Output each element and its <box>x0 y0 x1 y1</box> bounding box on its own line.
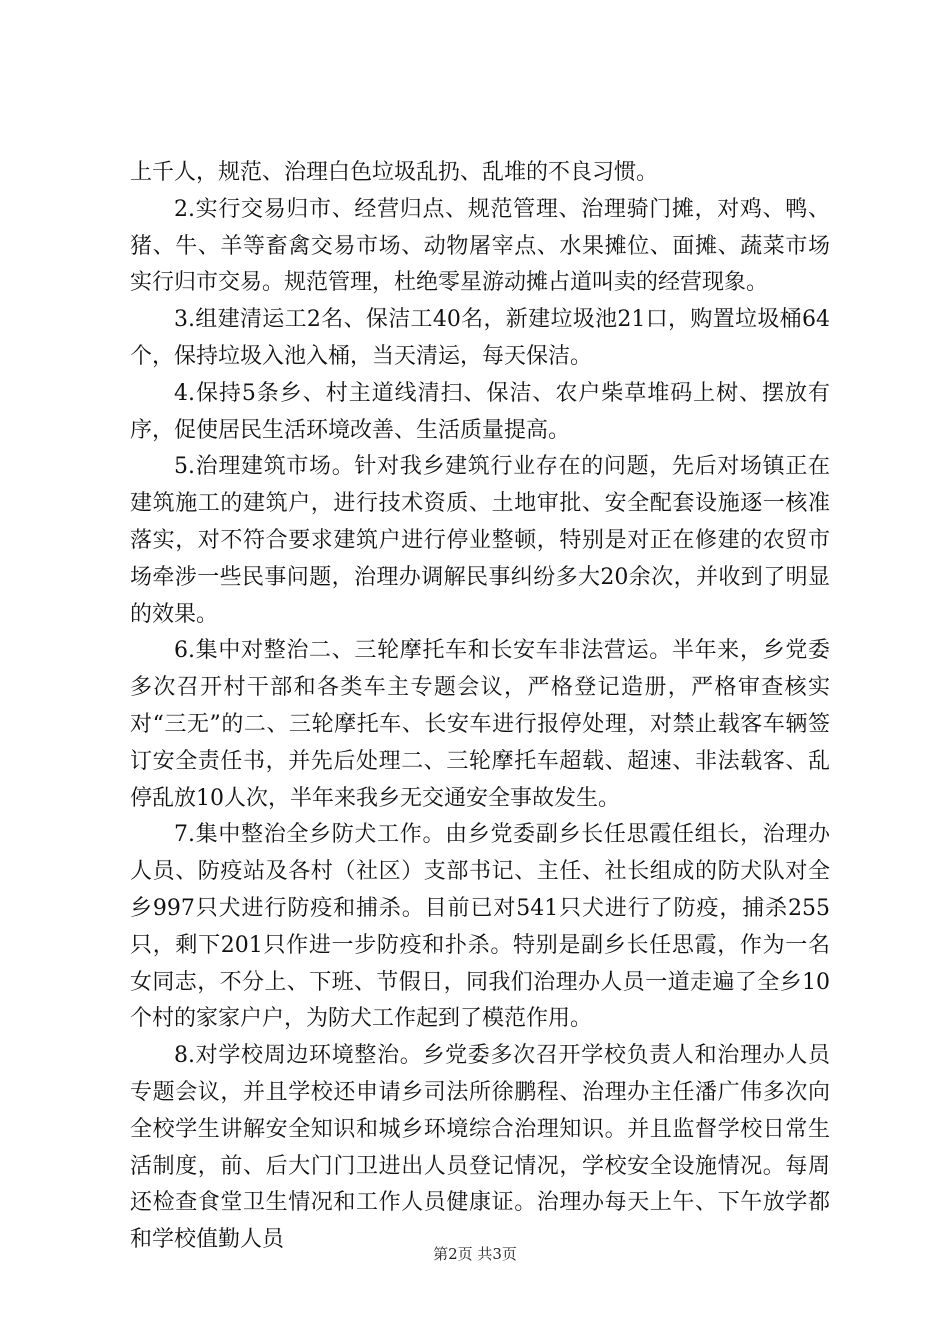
page-number-label: 第2页 共3页 <box>433 1245 517 1263</box>
paragraph-continuation: 上千人，规范、治理白色垃圾乱扔、乱堆的不良习惯。 <box>130 160 659 185</box>
paragraph-item-6: 6.集中对整治二、三轮摩托车和长安车非法营运。半年来，乡党委多次召开村干部和各类车主专题会议，严格登记造册，严格审查核实对“三无”的二、三轮摩托车、长安车进行报停处理，对禁止载客车辆签订安全责任书，并先后处理二、三轮摩托车超载、超速、非法载客、乱停乱放10人次，半年来我乡无交通安全事故发生。 <box>130 638 830 811</box>
paragraph-item-7: 7.集中整治全乡防犬工作。由乡党委副乡长任思霞任组长，治理办人员、防疫站及各村（社区）支部书记、主任、社长组成的防犬队对全乡997只犬进行防疫和捕杀。目前已对541只犬进行了防疫，捕杀255只，剩下201只作进一步防疫和扑杀。特别是副乡长任思霞，作为一名女同志，不分上、下班、节假日，同我们治理办人员一道走遍了全乡10个村的家家户户，为防犬工作起到了模范作用。 <box>130 822 830 1032</box>
document-body <box>130 155 830 1259</box>
paragraph-item-2: 2.实行交易归市、经营归点、规范管理、治理骑门摊，对鸡、鸭、猪、牛、羊等畜禽交易市场、动物屠宰点、水果摊位、面摊、蔬菜市场实行归市交易。规范管理，杜绝零星游动摊占道叫卖的经营现象。 <box>130 196 830 296</box>
paragraph-item-4: 4.保持5条乡、村主道线清扫、保洁、农户柴草堆码上树、摆放有序，促使居民生活环境改善、生活质量提高。 <box>130 380 830 443</box>
paragraph-item-8: 8.对学校周边环境整治。乡党委多次召开学校负责人和治理办人员专题会议，并且学校还申请乡司法所徐鹏程、治理办主任潘广伟多次向全校学生讲解安全知识和城乡环境综合治理知识。并且监督学校日常生活制度，前、后大门门卫进出人员登记情况，学校安全设施情况。每周还检查食堂卫生情况和工作人员健康证。治理办每天上午、下午放学都和学校值勤人员 <box>130 1043 830 1253</box>
paragraph-item-3: 3.组建清运工2名、保洁工40名，新建垃圾池21口，购置垃圾桶64个，保持垃圾入池入桶，当天清运，每天保洁。 <box>130 307 830 369</box>
page-footer <box>0 1244 950 1264</box>
paragraph-item-5: 5.治理建筑市场。针对我乡建筑行业存在的问题，先后对场镇正在建筑施工的建筑户，进行技术资质、土地审批、安全配套设施逐一核准落实，对不符合要求建筑户进行停业整顿，特别是对正在修建的农贸市场牵涉一些民事问题，治理办调解民事纠纷多大20余次，并收到了明显的效果。 <box>130 454 830 627</box>
